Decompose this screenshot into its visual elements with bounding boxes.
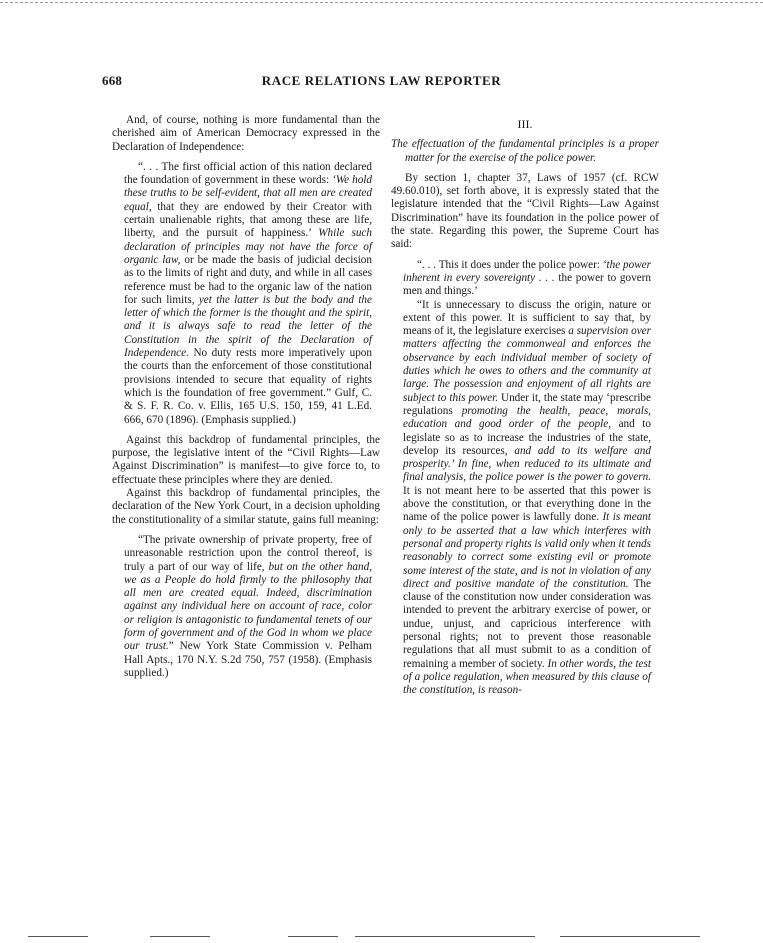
quote-emphasis: promoting the health, peace, morals, education and good order of the people, [403,404,651,431]
running-title: RACE RELATIONS LAW REPORTER [261,73,502,88]
declaration-quote [124,161,372,427]
quote-text: “The private ownership of private property, free of unreasonable restriction upon the control thereof, is truly a part of our way of life, [124,533,372,573]
scan-bottom-rule [288,936,338,937]
quote-citation: No duty rests more imperatively upon the courts than the enforcement of those constitutional provisions intended to secure that equality of rights which is the foundation of free government.” Gulf, C. & S. F. R. Co. v. Ellis, 165 U.S. 150, 159, 41 L.Ed. 666, 670 (1896). (Emphasis supplied.) [124,347,372,426]
backdrop-paragraph: Against this backdrop of fundamental principles, the purpose, the legislative intent of the “Civil Rights—Law Against Discrimination” is manifest—to give force to, to effectuate these principles where they are denied. [112,433,380,486]
supreme-court-quote-b [403,299,651,698]
quote-emphasis: ‘We hold these truths to be self-evident, that all men are created equal, [124,174,372,213]
scan-bottom-rule [560,936,700,937]
quote-emphasis: a supervision over matters affecting the commonweal and enforces the observance by each individual member of society of duties which he owes to others and the community at large. The possession and enjoyment of all rights are subject to this power. [403,325,651,404]
quote-text: “It is unnecessary to discuss the origin, nature or extent of this power. It is sufficient to say that, by means of it, the legislature exercises [403,298,651,338]
scan-bottom-rule [28,936,88,937]
right-column [391,114,659,697]
quote-text: or be made the basis of judicial decision as to the limits of right and duty, and while in all cases reference must be had to the organic law of the nation for such limits, [124,253,372,306]
scan-bottom-rule [355,936,535,937]
quote-emphasis: but on the other hand, we as a People do hold firmly to the philosophy that all men are created equal. Indeed, discrimination against any individual here on account of race, color or religion is antagonistic to fundamental tenets of our form of government and of the God in whom we place our trust. [124,560,372,653]
quote-citation: ” New York State Commission v. Pelham Hall Apts., 170 N.Y. S.2d 750, 757 (1958). (Emphasis supplied.) [124,640,372,679]
quote-emphasis: In other words, the test of a police regulation, when measured by this clause of the constitution, is reason- [403,657,651,697]
quote-text: and to legislate so as to increase the industries of the state, develop its resources, [403,418,651,457]
quote-text: “. . . This it does under the police power: [417,258,603,271]
section-title: The effectuation of the fundamental principles is a proper matter for the exercise of the police power. [391,138,659,164]
quote-text: The clause of the constitution now under consideration was intended to prevent the arbitrary exercise of power, or undue, unjust, and capricious interference with personal rights; not to prevent those reasonable regulations that all must submit to as a condition of remaining a member of society. [403,577,651,670]
new-york-quote [124,534,372,680]
page-number: 668 [102,73,123,88]
scan-bottom-rule [150,936,210,937]
police-power-paragraph: By section 1, chapter 37, Laws of 1957 (cf. RCW 49.60.010), set forth above, it is expressly stated that the legislature intended that the “Civil Rights—Law Against Discrimination” have its foundation in the police power of the state. Regarding this power, the Supreme Court has said: [391,171,659,251]
quote-text: the power to govern men and things.’ [403,271,651,298]
left-column [112,114,380,680]
quote-emphasis: It is meant only to be asserted that a law which interferes with personal and property rights is valid only when it tends reasonably to correct some existing evil or promote some interest of the state, and is not in violation of any direct and positive mandate of the constitution. [403,511,652,590]
quote-emphasis: and add to its welfare and prosperity.’ In fine, when reduced to its ultimate and final analysis, the police power is the power to govern. [403,444,651,484]
new-york-paragraph: Against this backdrop of fundamental principles, the declaration of the New York Court, in a decision upholding the constitutionality of a similar statute, gains full meaning: [112,487,380,526]
section-number: III. [517,117,533,131]
intro-paragraph: And, of course, nothing is more fundamental than the cherished aim of American Democracy expressed in the Declaration of Independence: [112,114,380,153]
quote-text: Under it, the state may ‘prescribe regulations [403,391,651,417]
quote-text: It is not meant here to be asserted that this power is above the constitution, or that everything done in the name of the police power is lawfully done. [403,484,651,524]
quote-emphasis: ‘the power inherent in every sovereignty . . . [403,258,651,284]
quote-text: “. . . The first official action of this nation declared the foundation of government in these words: [124,160,372,187]
quote-text: that they are endowed by their Creator with certain unalienable rights, that among these are life, liberty, and the pursuit of happiness.’ [124,200,372,240]
supreme-court-quote-a [403,259,651,299]
quote-emphasis: yet the latter is but the body and the letter of which the former is the thought and the spirit, and it is always safe to read the letter of the Constitution in the spirit of the Declaration of Independence. [124,293,372,360]
scan-top-edge [0,2,763,3]
quote-emphasis: While such declaration of principles may not have the force of organic law, [124,227,372,266]
